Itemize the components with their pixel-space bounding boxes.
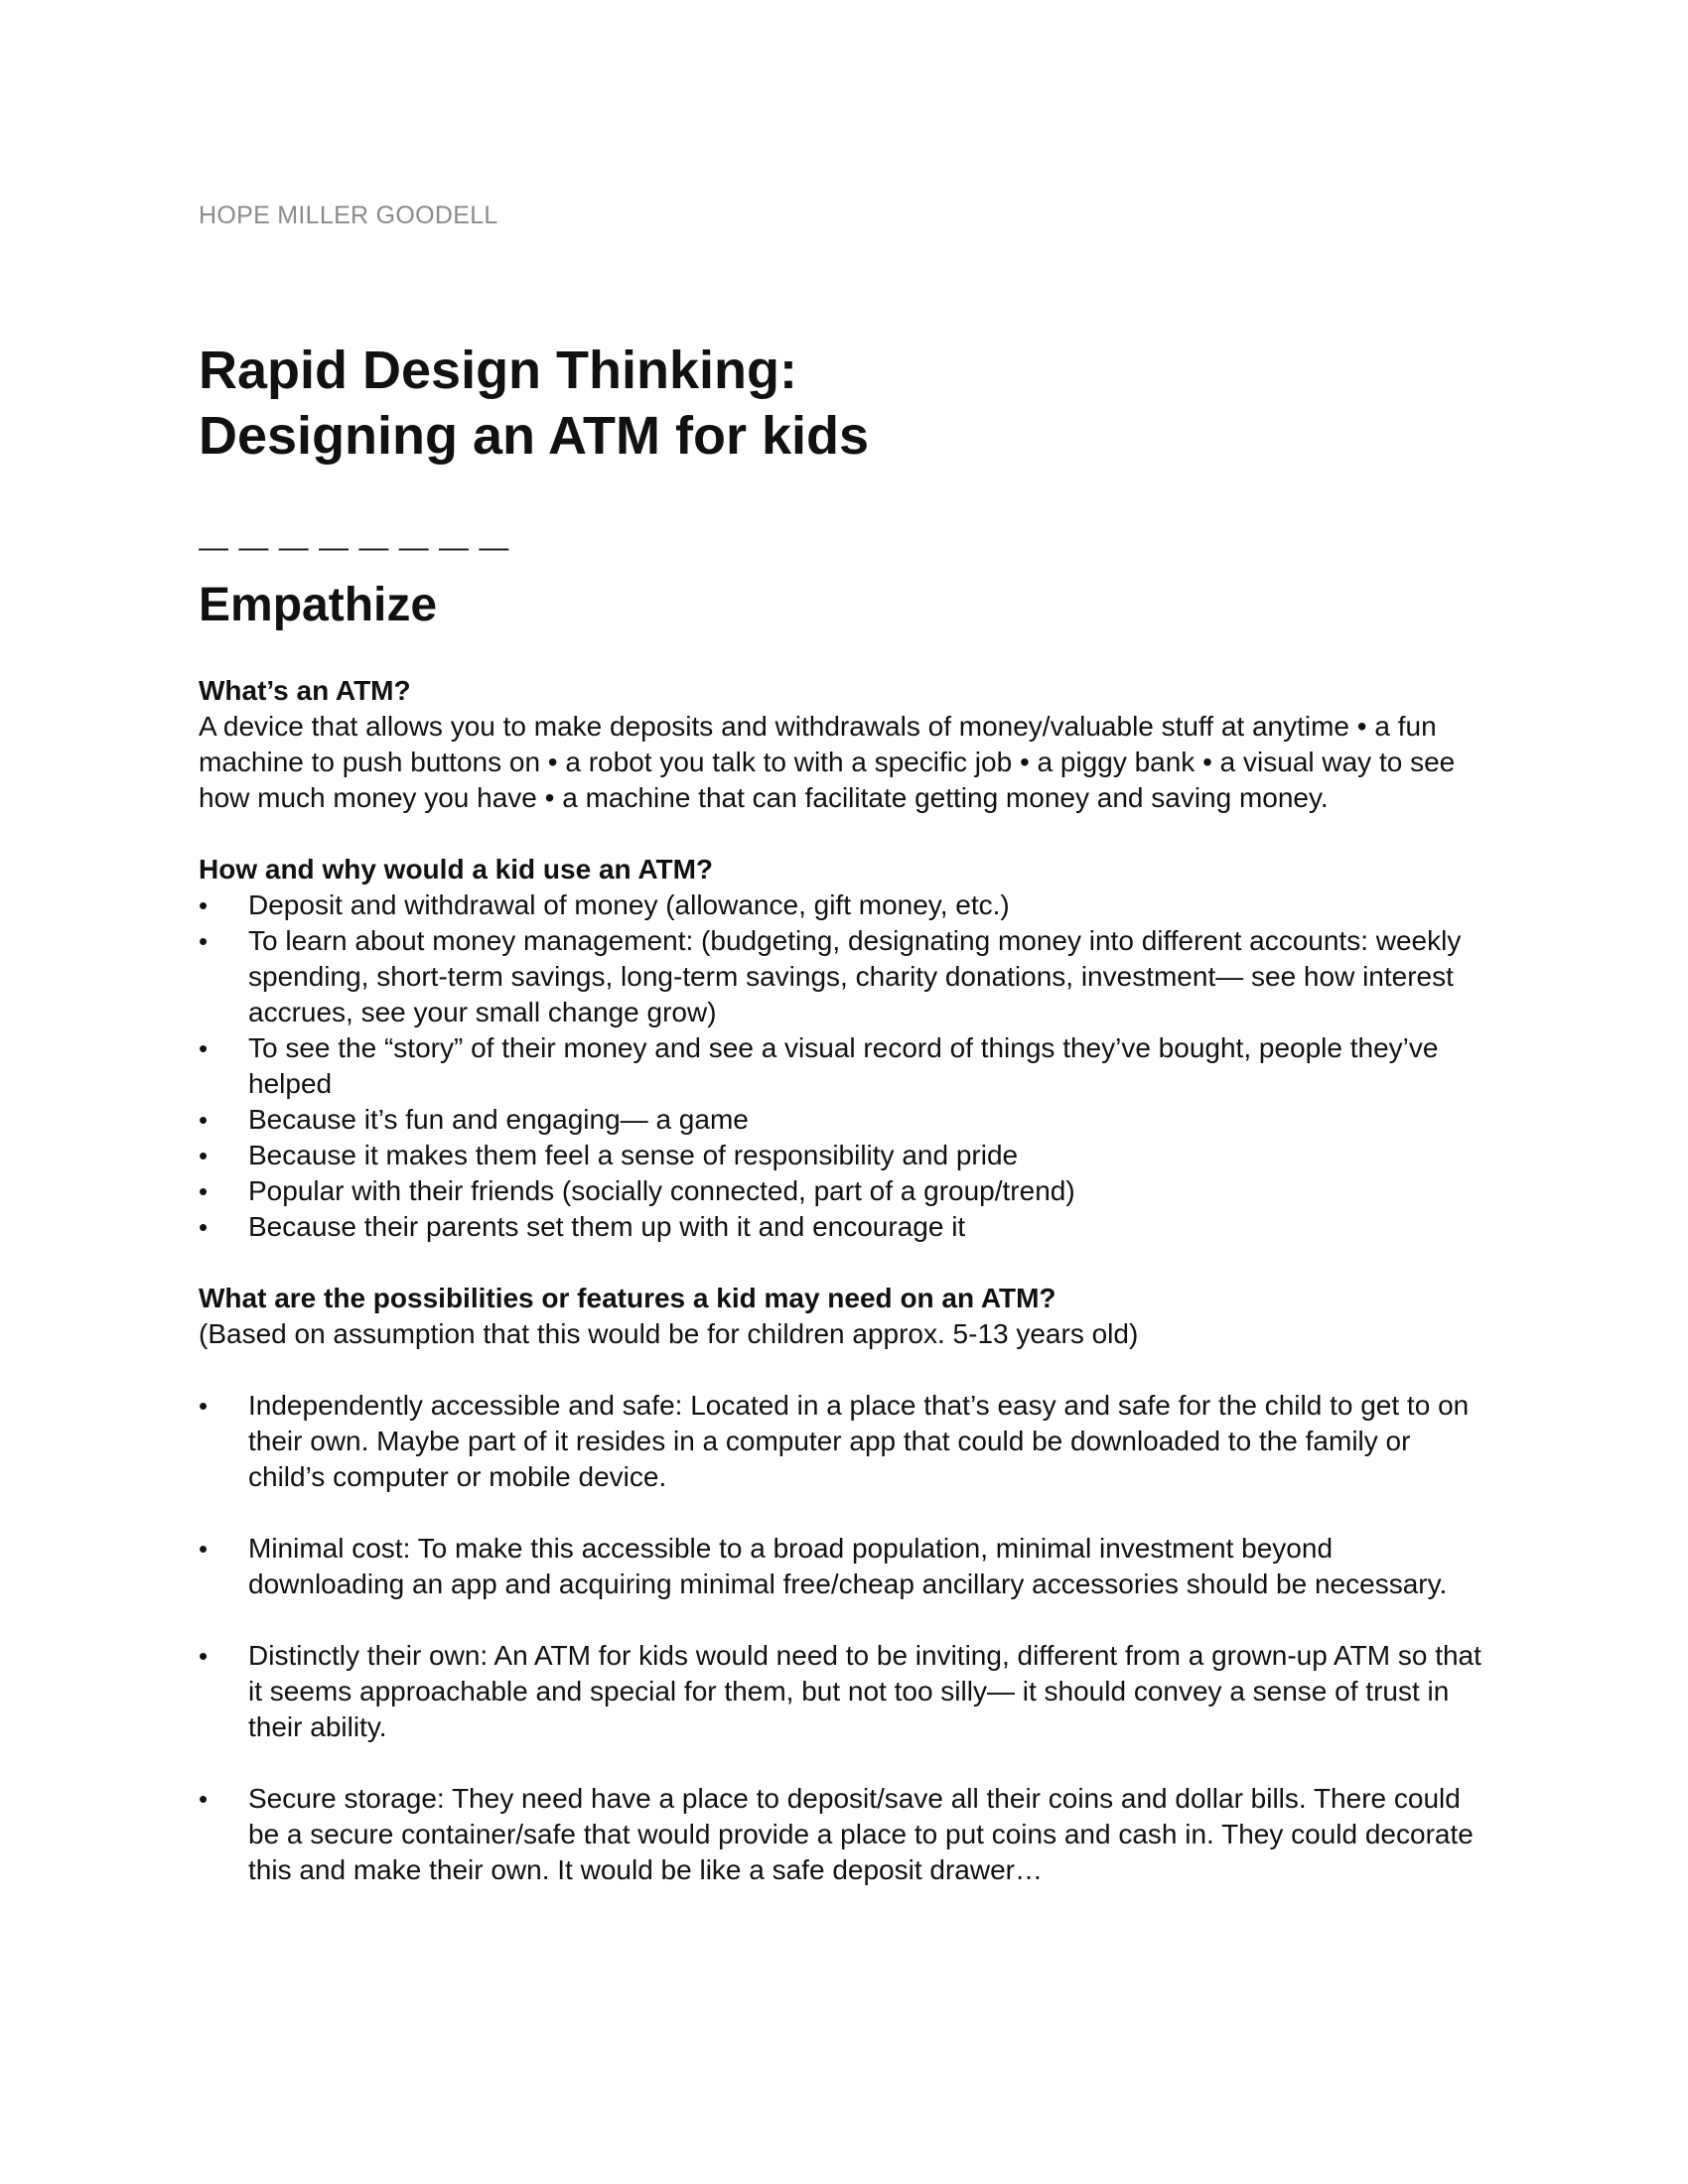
question-how-why-kid-use: How and why would a kid use an ATM?: [199, 854, 714, 885]
list-item: • To see the “story” of their money and see a visual record of things they’ve bought, people they’ve helped: [199, 1032, 1439, 1099]
document-body: [199, 673, 1489, 1888]
question-whats-an-atm: What’s an ATM?: [199, 675, 411, 706]
bullet-icon: •: [199, 1641, 209, 1671]
author-name: HOPE MILLER GOODELL: [199, 202, 498, 229]
bullet-icon: •: [199, 926, 209, 956]
bullet-icon: •: [199, 1176, 209, 1206]
list-item: • Because their parents set them up with it and encourage it: [199, 1209, 1489, 1245]
bullet-icon: •: [199, 1141, 209, 1170]
dashed-divider: — — — — — — — —: [199, 531, 510, 564]
list-item: • Distinctly their own: An ATM for kids would need to be inviting, different from a grown-up ATM so that it seems approachable and special for them, but not too silly— it should convey a sense of trust in their ability.: [199, 1640, 1481, 1742]
features-list: [199, 1388, 1489, 1888]
list-item: • Because it makes them feel a sense of responsibility and pride: [199, 1138, 1489, 1173]
list-item: • Independently accessible and safe: Located in a place that’s easy and safe for the child to get to on their own. Maybe part of it resides in a computer app that could be downloaded to the family or child’s computer or mobile device.: [199, 1390, 1470, 1492]
bullet-icon: •: [199, 1534, 209, 1564]
assumption-note: (Based on assumption that this would be for children approx. 5-13 years old): [199, 1318, 1139, 1349]
list-item: • Deposit and withdrawal of money (allowance, gift money, etc.): [199, 887, 1489, 923]
bullet-icon: •: [199, 1391, 209, 1421]
bullet-icon: •: [199, 890, 209, 920]
bullet-icon: •: [199, 1784, 209, 1814]
bullet-icon: •: [199, 1033, 209, 1063]
question-possibilities-features: What are the possibilities or features a kid may need on an ATM?: [199, 1283, 1056, 1313]
list-item: • Secure storage: They need have a place to deposit/save all their coins and dollar bills. There could be a secure container/safe that would provide a place to put coins and cash in. They could decorate this and make their own. It would be like a safe deposit drawer…: [199, 1783, 1474, 1885]
list-item: • Because it’s fun and engaging— a game: [199, 1102, 1489, 1138]
list-item: • Minimal cost: To make this accessible to a broad population, minimal investment beyond downloading an app and acquiring minimal free/cheap ancillary accessories should be necessary.: [199, 1533, 1448, 1599]
title-line-1: Rapid Design Thinking:: [199, 341, 797, 400]
document-title: [199, 338, 869, 469]
section-heading-empathize: Empathize: [199, 579, 438, 631]
list-item: • To learn about money management: (budgeting, designating money into different accounts: weekly spending, short-term savings, long-term savings, charity donations, investment— see how interest accrues, see your small change grow): [199, 925, 1462, 1027]
answer-whats-an-atm: A device that allows you to make deposits and withdrawals of money/valuable stuff at anytime • a fun machine to push buttons on • a robot you talk to with a specific job • a piggy bank • a visual way to see how much money you have • a machine that can facilitate getting money and saving money.: [199, 711, 1456, 813]
bullet-icon: •: [199, 1212, 209, 1242]
reasons-list: [199, 887, 1489, 1245]
list-item: • Popular with their friends (socially connected, part of a group/trend): [199, 1173, 1489, 1209]
bullet-icon: •: [199, 1105, 209, 1135]
title-line-2: Designing an ATM for kids: [199, 406, 870, 466]
